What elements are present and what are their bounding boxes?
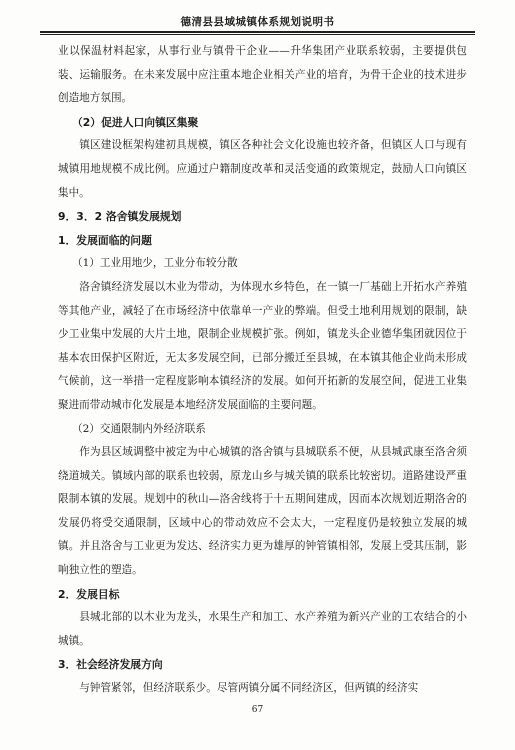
section-heading: 1．发展面临的问题 <box>58 233 152 247</box>
section-heading: 3．社会经济发展方向 <box>58 658 163 672</box>
page-number: 67 <box>251 705 264 715</box>
paragraph: 与钟管紧邻，但经济联系少。尽管两镇分属不同经济区，但两镇的经济实 <box>79 682 419 695</box>
subsection-heading: （2）交通限制内外经济联系 <box>72 422 206 435</box>
subsection-heading: （1）工业用地少，工业分布较分散 <box>72 257 238 270</box>
paragraph: 作为县区域调整中被定为中心城镇的洛舍镇与县城联系不便，从县城武康至洛舍须绕道城关。镇域内部的联系也较弱，原龙山乡与城关镇的联系比较密切。道路建设严重限制本镇的发展。规划中的秋山—洛舍线将于十五期间建成，因而本次规划近期洛舍的发展仍将受交通限制，区域中心的带动效应不会太大，一定程度仍是较独立发展的城镇。并且洛舍与工业更为发达、经济实力更为雄厚的钟管镇相邻，发展上受其压制，影响独立性的塑造。 <box>58 446 467 577</box>
running-header: 德清县县域城镇体系规划说明书 <box>180 16 335 28</box>
body-text <box>58 40 467 701</box>
section-heading: 9．3．2 洛舍镇发展规划 <box>58 210 182 224</box>
header-rule-thick <box>40 31 475 33</box>
paragraph: 洛舍镇经济发展以木业为带动，为体现水乡特色，在一镇一厂基础上开拓水产养殖等其他产业，减轻了在市场经济中依靠单一产业的弊端。但受土地利用规划的限制，缺少工业集中发展的大片土地，限制企业规模扩张。例如，镇龙头企业德华集团就因位于基本农田保护区附近，无太多发展空间，已部分搬迁至县城，在本镇其他企业尚未形成气候前，这一举措一定程度影响本镇经济的发展。如何开拓新的发展空间，促进工业集聚进而带动城市化发展是本地经济发展面临的主要问题。 <box>58 280 467 411</box>
subsection-heading: （2）促进人口向镇区集聚 <box>72 115 199 129</box>
header-rule-thin <box>40 34 475 35</box>
section-heading: 2．发展目标 <box>58 587 120 601</box>
paragraph: 业以保温材料起家，从事行业与镇骨干企业——升华集团产业联系较弱，主要提供包装、运输服务。在未来发展中应注重本地企业相关产业的培育，为骨干企业的技术进步创造地方氛围。 <box>58 45 467 105</box>
paragraph: 镇区建设框架构建初具规模，镇区各种社会文化设施也较齐备，但镇区人口与现有城镇用地规模不成比例。应通过户籍制度改革和灵活变通的政策规定，鼓励人口向镇区集中。 <box>58 139 467 199</box>
paragraph: 县城北部的以木业为龙头，水果生产和加工、水产养殖为新兴产业的工农结合的小城镇。 <box>58 611 467 647</box>
